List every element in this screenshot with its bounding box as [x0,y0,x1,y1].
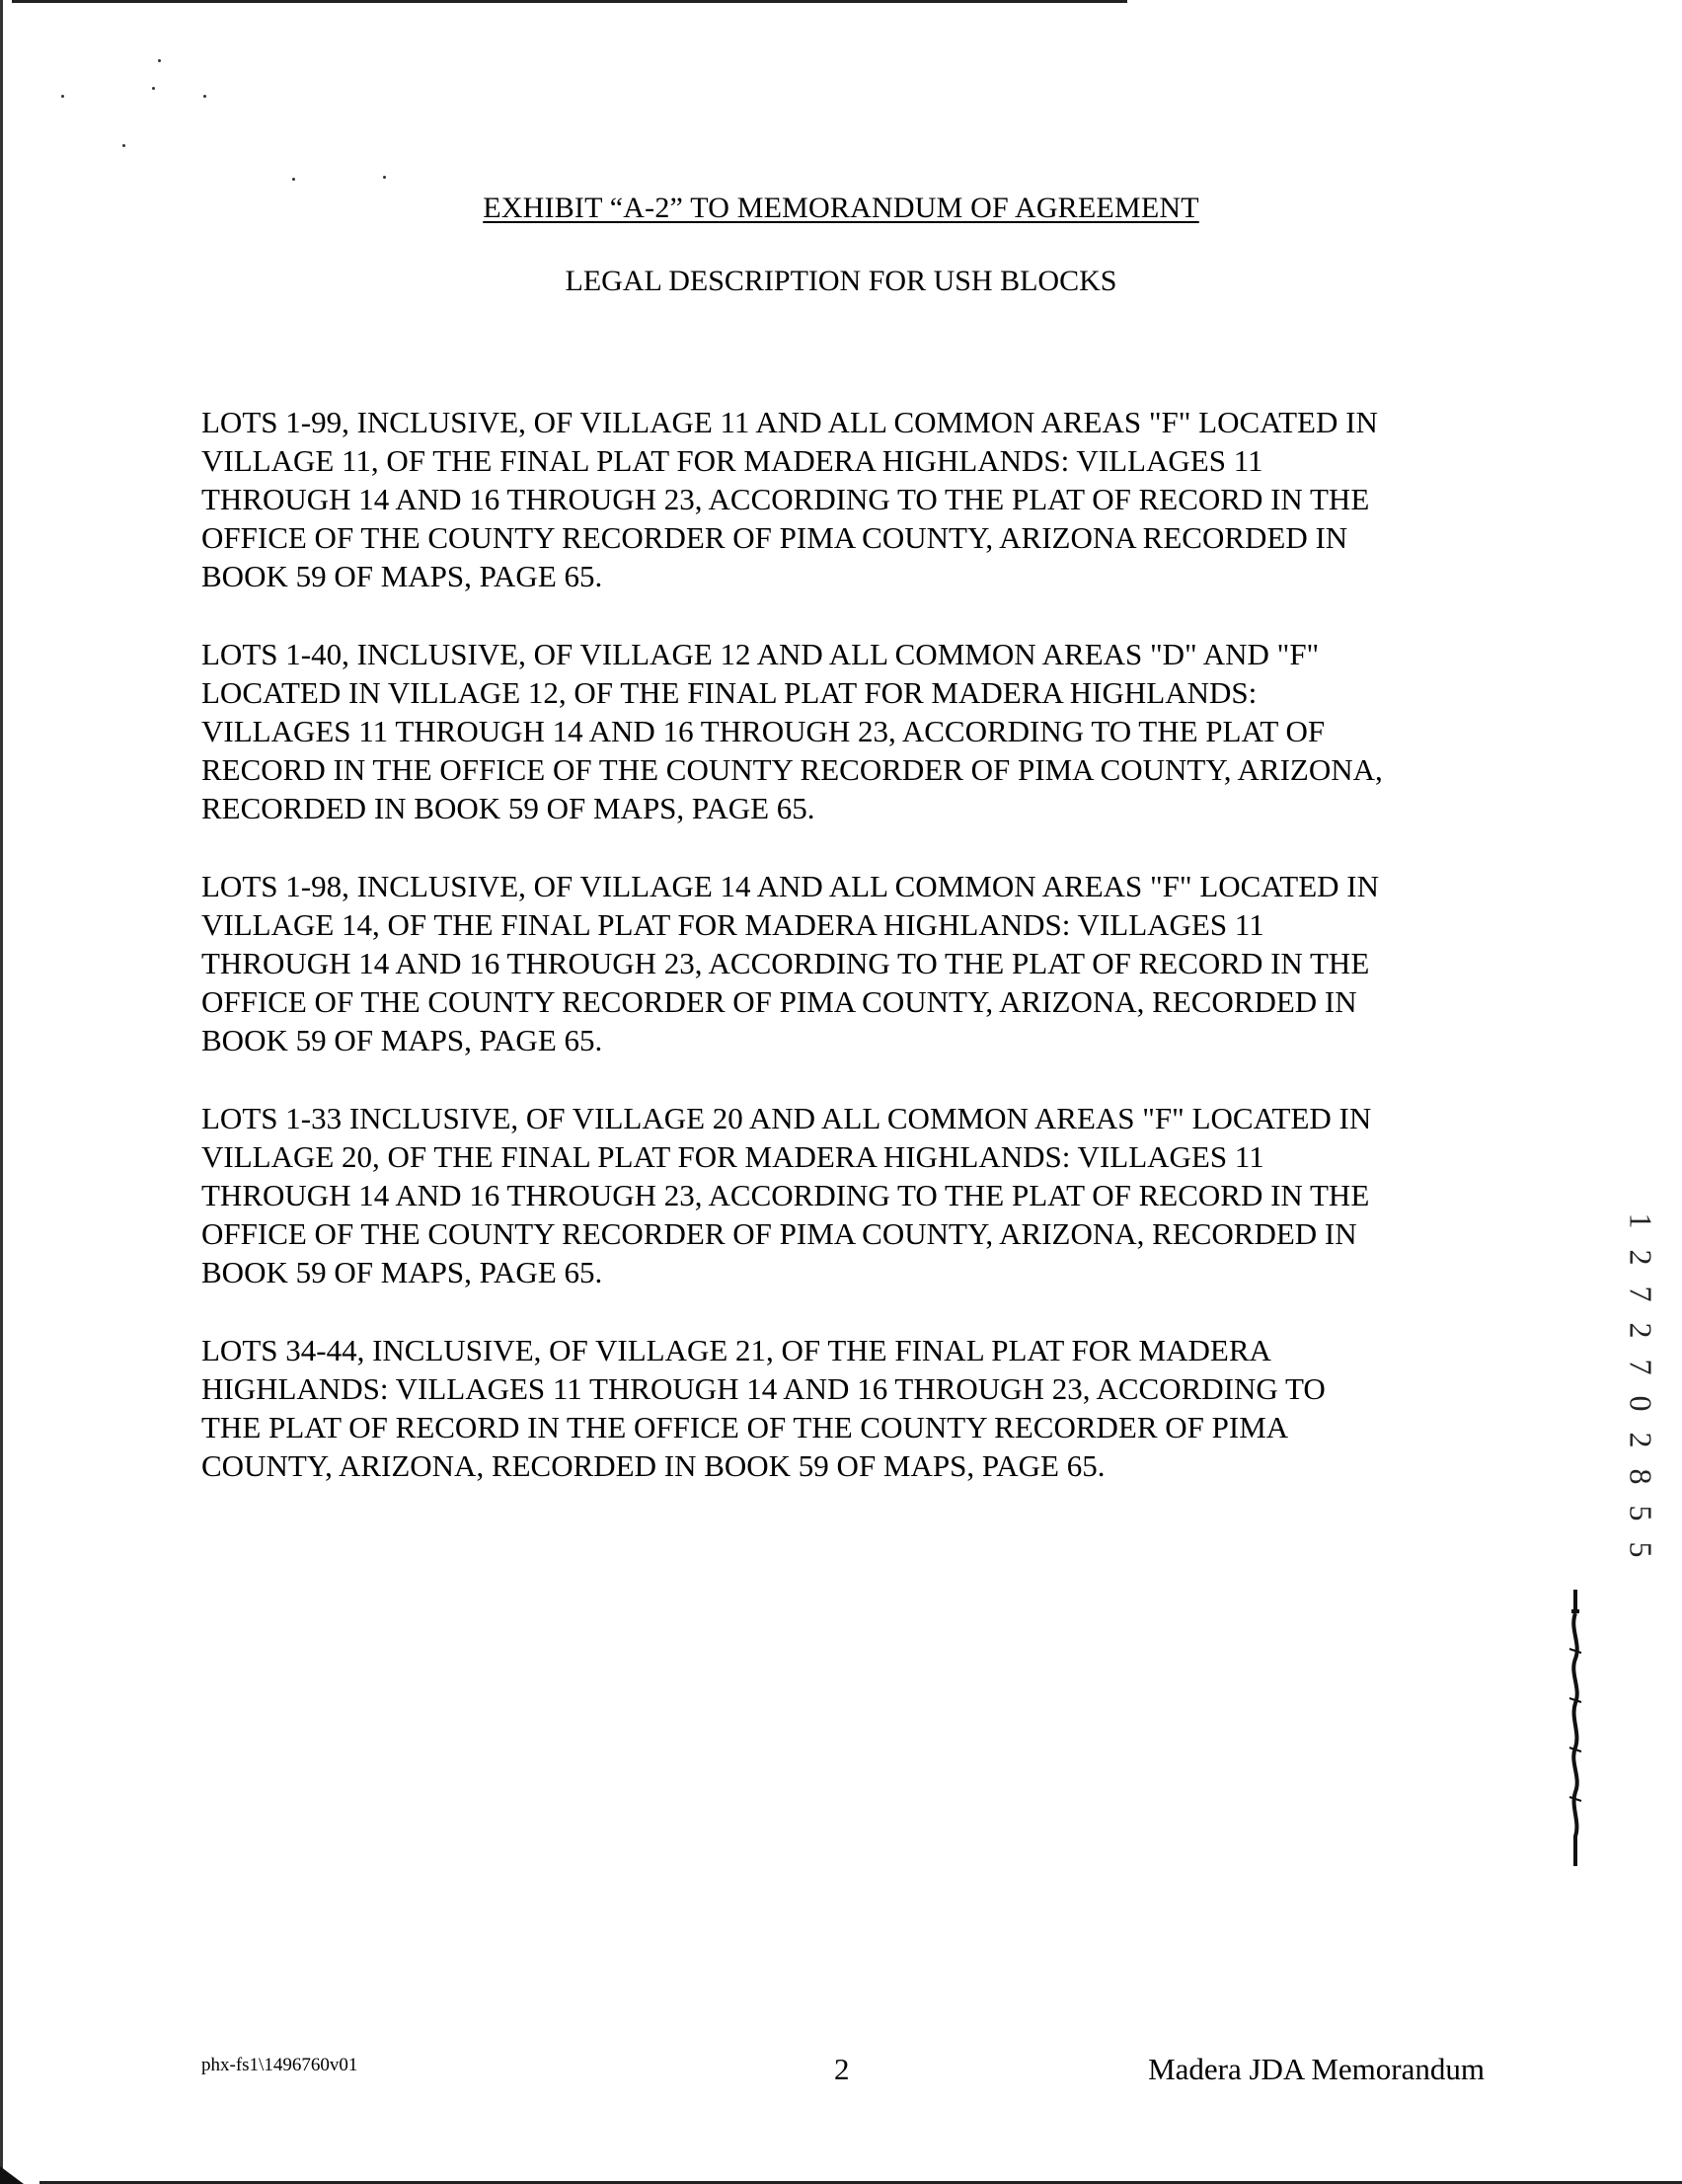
footer-document-id: phx-fs1\1496760v01 [201,2055,358,2075]
legal-description-paragraph: LOTS 34-44, INCLUSIVE, OF VILLAGE 21, OF THE FINAL PLAT FOR MADERA HIGHLANDS: VILLAGES 11 THROUGH 14 AND 16 THROUGH 23, ACCORDING TO THE PLAT OF RECORD IN THE OFFICE OF THE COUNTY RECORDER OF PIMA COUNTY, ARIZONA, RECORDED IN BOOK 59 OF MAPS, PAGE 65. [201,1333,1326,1483]
scan-speck [152,87,155,90]
footer-document-title: Madera JDA Memorandum [1148,2052,1485,2086]
stamp-digit: 7 [1623,1359,1659,1375]
legal-description-paragraph: LOTS 1-33 INCLUSIVE, OF VILLAGE 20 AND ALL COMMON AREAS "F" LOCATED IN VILLAGE 20, OF THE FINAL PLAT FOR MADERA HIGHLANDS: VILLAGES 11 THROUGH 14 AND 16 THROUGH 23, ACCORDING TO THE PLAT OF RECORD IN THE OFFICE OF THE COUNTY RECORDER OF PIMA COUNTY, ARIZONA, RECORDED IN BOOK 59 OF MAPS, PAGE 65. [201,1101,1372,1289]
stamp-digit: 0 [1623,1395,1659,1412]
scan-speck [383,176,386,179]
legal-description-paragraph: LOTS 1-40, INCLUSIVE, OF VILLAGE 12 AND ALL COMMON AREAS "D" AND "F" LOCATED IN VILLAGE 12, OF THE FINAL PLAT FOR MADERA HIGHLANDS: VILLAGES 11 THROUGH 14 AND 16 THROUGH 23, ACCORDING TO THE PLAT OF RECORD IN THE OFFICE OF THE COUNTY RECORDER OF PIMA COUNTY, ARIZONA, RECORDED IN BOOK 59 OF MAPS, PAGE 65. [201,637,1383,825]
stamp-digit: 8 [1623,1468,1659,1485]
footer-page-number: 2 [834,2052,850,2086]
stamp-digit: 2 [1623,1322,1659,1339]
stamp-digit: 1 [1623,1212,1659,1229]
scan-speck [122,144,125,147]
corner-scan-mark [0,2166,24,2184]
stamp-digit: 2 [1623,1249,1659,1266]
left-border-line [0,0,3,2184]
margin-handwritten-mark [1566,1590,1585,1866]
exhibit-title: EXHIBIT “A-2” TO MEMORANDUM OF AGREEMENT [483,192,1199,224]
stamp-digit: 5 [1623,1505,1659,1521]
legal-description-body [201,403,1504,1524]
scan-speck [61,95,64,98]
legal-description-paragraph: LOTS 1-99, INCLUSIVE, OF VILLAGE 11 AND ALL COMMON AREAS "F" LOCATED IN VILLAGE 11, OF THE FINAL PLAT FOR MADERA HIGHLANDS: VILLAGES 11 THROUGH 14 AND 16 THROUGH 23, ACCORDING TO THE PLAT OF RECORD IN THE OFFICE OF THE COUNTY RECORDER OF PIMA COUNTY, ARIZONA RECORDED IN BOOK 59 OF MAPS, PAGE 65. [201,405,1378,593]
exhibit-subtitle: LEGAL DESCRIPTION FOR USH BLOCKS [565,265,1117,297]
legal-description-paragraph: LOTS 1-98, INCLUSIVE, OF VILLAGE 14 AND ALL COMMON AREAS "F" LOCATED IN VILLAGE 14, OF THE FINAL PLAT FOR MADERA HIGHLANDS: VILLAGES 11 THROUGH 14 AND 16 THROUGH 23, ACCORDING TO THE PLAT OF RECORD IN THE OFFICE OF THE COUNTY RECORDER OF PIMA COUNTY, ARIZONA, RECORDED IN BOOK 59 OF MAPS, PAGE 65. [201,869,1379,1057]
top-border-line [12,0,1127,3]
scan-speck [292,178,295,181]
scan-speck [158,59,161,62]
stamp-digit: 2 [1623,1432,1659,1448]
scan-speck [203,95,206,98]
stamp-digit: 5 [1623,1541,1659,1558]
recording-stamp-number [1623,1203,1658,1568]
stamp-digit: 7 [1623,1286,1659,1302]
